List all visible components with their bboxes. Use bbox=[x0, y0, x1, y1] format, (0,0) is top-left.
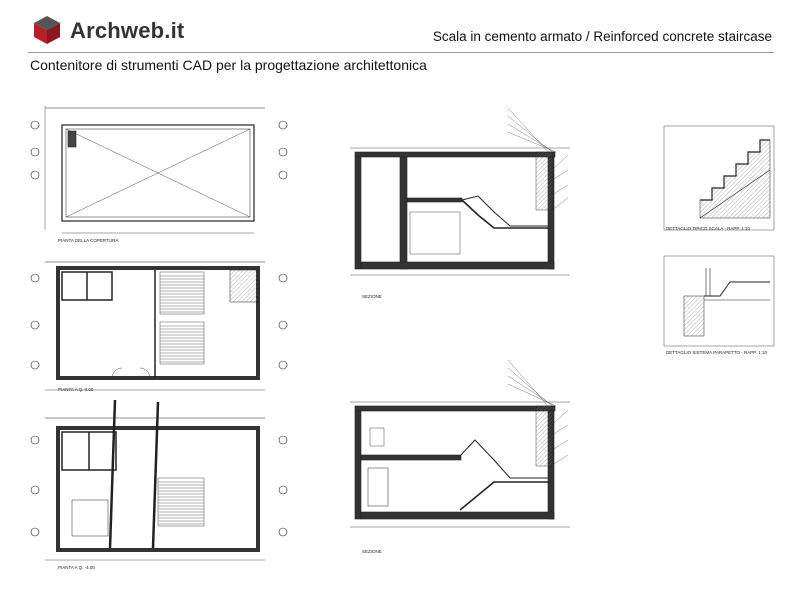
roof-plan-drawing bbox=[31, 106, 287, 233]
detail-railing-drawing bbox=[664, 256, 774, 346]
ground-floor-plan-drawing bbox=[31, 262, 287, 390]
brand-name[interactable]: Archweb.it bbox=[70, 18, 185, 43]
page-subtitle: Contenitore di strumenti CAD per la progettazione architettonica bbox=[30, 57, 427, 73]
section-bottom-drawing bbox=[350, 360, 570, 527]
caption-roof-plan: PIANTA DELLA COPERTURA bbox=[58, 238, 119, 243]
caption-plan-ground: PIANTA A Q. 0.00 bbox=[58, 387, 94, 392]
caption-section-top: SEZIONE bbox=[362, 294, 382, 299]
caption-plan-lower: PIANTA A Q. -4.00 bbox=[58, 565, 95, 570]
section-top-drawing bbox=[350, 108, 570, 275]
caption-detail-railing: DETTAGLIO SISTEMA PARAPETTO - RAPP. 1:10 bbox=[666, 350, 767, 355]
caption-detail-stair: DETTAGLIO TIPICO SCALA - RAPP. 1:10 bbox=[666, 226, 751, 231]
lower-floor-plan-drawing bbox=[31, 400, 287, 560]
page-title: Scala in cemento armato / Reinforced concrete staircase bbox=[432, 29, 772, 44]
detail-stair-drawing bbox=[664, 126, 774, 230]
caption-section-bottom: SEZIONE bbox=[362, 549, 382, 554]
